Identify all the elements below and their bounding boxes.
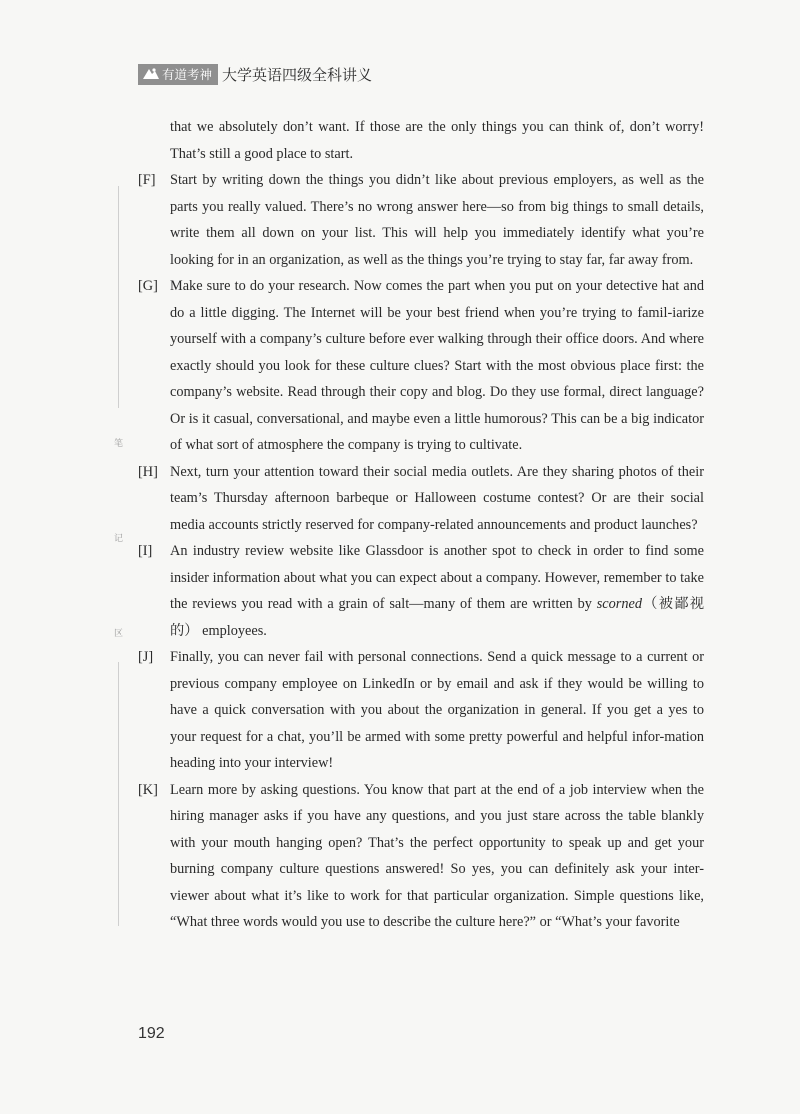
text-segment: employees. [198,622,267,639]
text-segment: An industry review website like Glassdoor is another spot to check in order to find some insider information about what you can expect about a company. However, remember to take the reviews you read with a grain of salt—many of them are written by [170,543,704,612]
continued-text: that we absolutely don’t want. If those are the only things you can think of, don’t worry! That’s still a good place to start. [170,119,704,162]
vocab-term: scorned [596,596,642,612]
margin-rule [118,662,119,926]
paragraph-text [170,538,704,644]
paragraph-label: [F] [138,172,156,188]
brand-logo-icon [142,67,160,81]
margin-note-char: 记 [114,534,124,544]
paragraph-label: [G] [138,278,158,294]
margin-rule [118,186,119,408]
paragraph-text: Finally, you can never fail with personal connections. Send a quick message to a current or previous company employee on LinkedIn or by email and ask if they would be willing to have a quick conversation with you about the organization in general. If you get a yes to your request for a chat, you’ll be armed with some pretty powerful and helpful infor-mation heading into your interview! [170,649,704,771]
paragraph-text: Start by writing down the things you didn’t like about previous employers, as well as the parts you really valued. There’s no wrong answer here—so from big things to small details, write them all down on your list. This will help you immediately identify what you’re looking for in an organization, as well as the things you’re trying to stay far, far away from. [170,172,704,268]
paragraph-label: [H] [138,463,158,480]
paragraph-label: [K] [138,781,158,798]
article-body [138,114,704,936]
paragraph-f [138,167,704,273]
paragraph-text: Learn more by asking questions. You know that part at the end of a job interview when the hiring manager asks if you have any questions, and you just stare across the table blankly with your mouth hanging open? That’s the perfect opportunity to speak up and get your burning company culture questions answered! So yes, you can definitely ask your inter-viewer about what it’s like to work for that particular organization. Simple questions like, “What three words would you use to describe the culture here?” or “What’s your favorite [170,781,704,930]
margin-note-char: 区 [114,629,124,639]
brand-badge [138,64,218,85]
paragraph-k [138,777,704,936]
book-title: 大学英语四级全科讲义 [222,65,373,84]
paragraph-j [138,644,704,777]
paragraph-text: Next, turn your attention toward their social media outlets. Are they sharing photos of their team’s Thursday afternoon barbeque or Halloween costume contest? Or are their social media accounts strictly reserved for company-related announcements and product launches? [170,463,704,533]
page-header [138,63,372,85]
paragraph-label: [I] [138,543,153,559]
margin-note-char: 笔 [114,439,124,449]
paragraph-text: Make sure to do your research. Now comes the part when you put on your detective hat and do a little digging. The Internet will be your best friend when you’re trying to famil-iarize yourself with a company’s culture before ever walking through their office doors. And where exactly should you look for these culture clues? Start with the most obvious place first: the company’s website. Read through their copy and blog. Do they use formal, direct language? Or is it casual, conversational, and maybe even a little humorous? This can be a big indicator of what sort of atmosphere the company is trying to cultivate. [170,278,704,453]
paragraph-h [138,459,704,539]
paragraph-label: [J] [138,649,154,665]
vocab-gloss: （被鄙视的） [170,596,705,639]
brand-name: 有道考神 [162,67,213,82]
page-number: 192 [138,1025,165,1042]
paragraph-i [138,538,704,644]
paragraph-g [138,273,704,459]
